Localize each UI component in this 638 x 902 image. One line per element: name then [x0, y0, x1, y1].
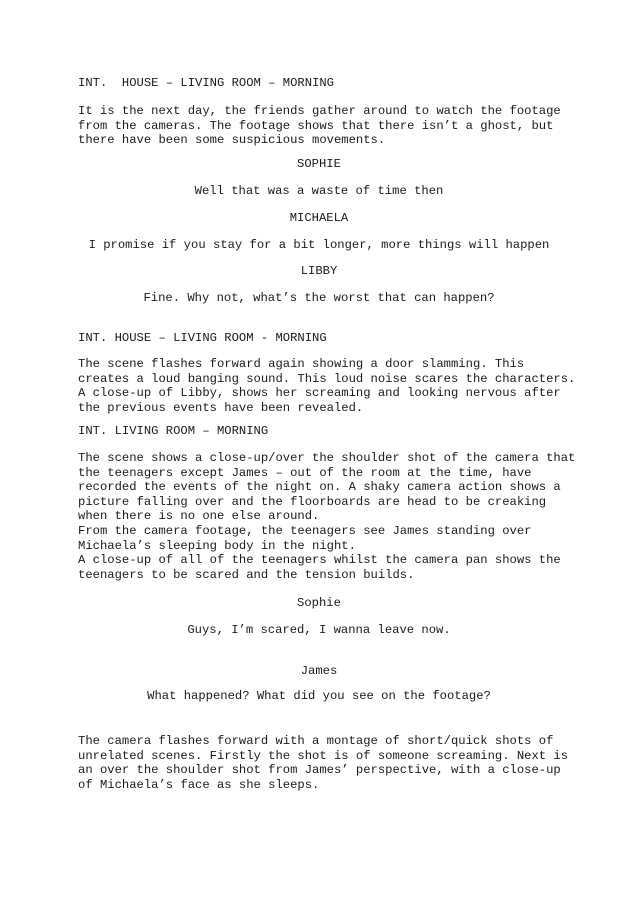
- character-name: MICHAELA: [289, 211, 349, 225]
- scene-heading: INT. HOUSE – LIVING ROOM - MORNING: [78, 331, 327, 345]
- action-line: The camera flashes forward with a montage of short/quick shots of: [78, 734, 554, 748]
- action-line: an over the shoulder shot from James’ perspective, with a close-up: [78, 763, 561, 778]
- action-line: picture falling over and the floorboards are head to be creaking: [78, 494, 547, 509]
- dialogue-line: Guys, I’m scared, I wanna leave now.: [187, 623, 451, 637]
- action-line: the teenagers except James – out of the room at the time, have: [78, 465, 532, 480]
- character-name: LIBBY: [300, 264, 338, 278]
- scene-heading: INT. HOUSE – LIVING ROOM – MORNING: [78, 76, 334, 90]
- dialogue-line: What happened? What did you see on the footage?: [147, 689, 491, 703]
- action-line: when there is no one else around.: [78, 509, 320, 524]
- action-line: recorded the events of the night on. A shaky camera action shows a: [78, 480, 561, 495]
- character-name: SOPHIE: [297, 157, 341, 171]
- action-line: there have been some suspicious movements.: [78, 133, 386, 148]
- action-line: The scene shows a close-up/over the shoulder shot of the camera that: [78, 451, 576, 465]
- dialogue-line: I promise if you stay for a bit longer, more things will happen: [88, 238, 550, 252]
- action-line: The scene flashes forward again showing a door slamming. This: [78, 357, 525, 371]
- action-line: teenagers to be scared and the tension builds.: [78, 567, 415, 582]
- character-name: Sophie: [297, 596, 341, 610]
- action-line: creates a loud banging sound. This loud noise scares the characters.: [78, 371, 576, 386]
- dialogue-line: Fine. Why not, what’s the worst that can happen?: [143, 291, 495, 305]
- action-line: From the camera footage, the teenagers see James standing over: [78, 524, 532, 538]
- character-name: James: [300, 664, 338, 678]
- action-line: A close-up of Libby, shows her screaming and looking nervous after: [78, 386, 561, 401]
- action-line: of Michaela’s face as she sleeps.: [78, 777, 320, 792]
- action-line: the previous events have been revealed.: [78, 400, 364, 415]
- action-line: A close-up of all of the teenagers whilst the camera pan shows the: [78, 553, 561, 568]
- action-line: from the cameras. The footage shows that there isn’t a ghost, but: [78, 118, 554, 133]
- action-line: It is the next day, the friends gather around to watch the footage: [78, 104, 561, 118]
- dialogue-line: Well that was a waste of time then: [194, 184, 444, 198]
- action-line: unrelated scenes. Firstly the shot is of someone screaming. Next is: [78, 748, 569, 763]
- action-line: Michaela’s sleeping body in the night.: [78, 538, 356, 553]
- scene-heading: INT. LIVING ROOM – MORNING: [78, 424, 269, 438]
